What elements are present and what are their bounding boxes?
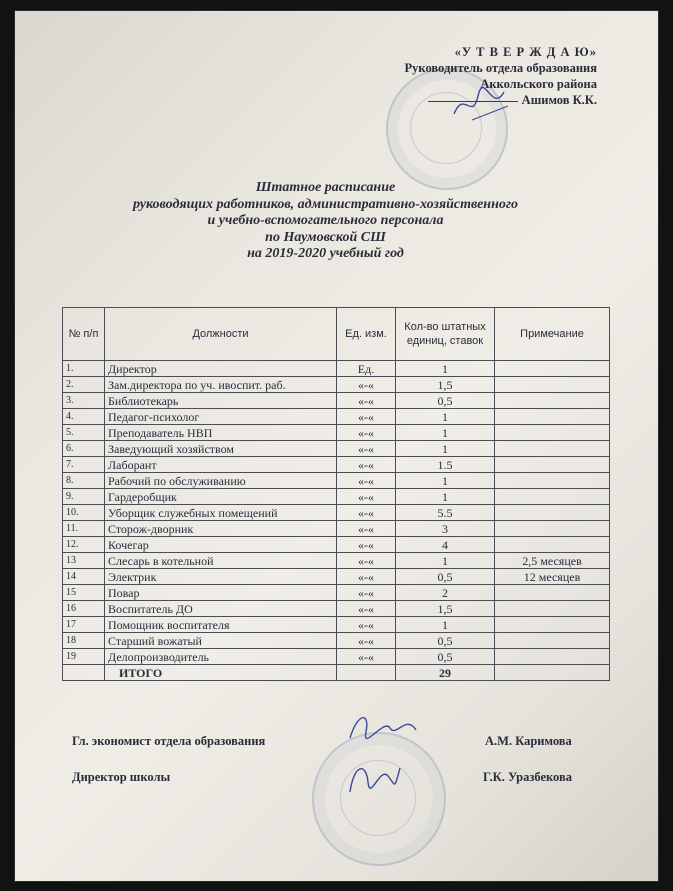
cell-qty: 1 bbox=[396, 409, 495, 425]
table-row bbox=[63, 617, 610, 633]
cell-qty: 1 bbox=[396, 441, 495, 457]
cell-num: 15 bbox=[63, 585, 105, 601]
table-row bbox=[63, 361, 610, 377]
cell-qty: 0,5 bbox=[396, 633, 495, 649]
economist-title: Гл. экономист отдела образования bbox=[72, 734, 266, 748]
cell-qty: 0,5 bbox=[396, 569, 495, 585]
cell-unit: «-« bbox=[337, 553, 396, 569]
table-row bbox=[63, 505, 610, 521]
title-line1: Штатное расписание bbox=[255, 180, 396, 195]
cell-position: Директор bbox=[105, 361, 337, 377]
table-row bbox=[63, 489, 610, 505]
cell-note: 2,5 месяцев bbox=[495, 553, 610, 569]
cell-unit: «-« bbox=[337, 537, 396, 553]
cell-position: Помощник воспитателя bbox=[105, 617, 337, 633]
cell-qty: 1 bbox=[396, 361, 495, 377]
cell-num: 17 bbox=[63, 617, 105, 633]
cell-qty: 1 bbox=[396, 617, 495, 633]
cell-position: Делопроизводитель bbox=[105, 649, 337, 665]
cell-qty: 1 bbox=[396, 473, 495, 489]
cell-note bbox=[495, 409, 610, 425]
total-note bbox=[495, 665, 610, 681]
cell-unit: «-« bbox=[337, 617, 396, 633]
cell-note bbox=[495, 601, 610, 617]
cell-num: 4. bbox=[63, 409, 105, 425]
cell-note bbox=[495, 425, 610, 441]
total-num bbox=[63, 665, 105, 681]
table-row bbox=[63, 457, 610, 473]
header-note: Примечание bbox=[495, 308, 610, 361]
director-school-signature bbox=[344, 754, 404, 799]
cell-position: Сторож-дворник bbox=[105, 521, 337, 537]
cell-qty: 0,5 bbox=[396, 649, 495, 665]
cell-num: 1. bbox=[63, 361, 105, 377]
cell-unit: «-« bbox=[337, 601, 396, 617]
cell-position: Электрик bbox=[105, 569, 337, 585]
school-stamp bbox=[312, 732, 446, 866]
cell-unit: «-« bbox=[337, 457, 396, 473]
table-row bbox=[63, 569, 610, 585]
staff-table bbox=[62, 307, 610, 681]
cell-position: Зам.директора по уч. ивоспит. раб. bbox=[105, 377, 337, 393]
cell-note bbox=[495, 649, 610, 665]
cell-qty: 1,5 bbox=[396, 601, 495, 617]
approval-block bbox=[405, 44, 597, 108]
signature-line bbox=[428, 101, 518, 102]
table-row bbox=[63, 537, 610, 553]
cell-qty: 1.5 bbox=[396, 457, 495, 473]
cell-unit: «-« bbox=[337, 489, 396, 505]
cell-unit: «-« bbox=[337, 585, 396, 601]
cell-qty: 2 bbox=[396, 585, 495, 601]
cell-position: Лаборант bbox=[105, 457, 337, 473]
cell-num: 14 bbox=[63, 569, 105, 585]
cell-num: 3. bbox=[63, 393, 105, 409]
cell-position: Преподаватель НВП bbox=[105, 425, 337, 441]
table-row bbox=[63, 393, 610, 409]
cell-unit: «-« bbox=[337, 441, 396, 457]
director-name: Г.К. Уразбекова bbox=[483, 770, 572, 784]
cell-qty: 0,5 bbox=[396, 393, 495, 409]
cell-unit: «-« bbox=[337, 569, 396, 585]
cell-note bbox=[495, 633, 610, 649]
cell-note: 12 месяцев bbox=[495, 569, 610, 585]
cell-num: 10. bbox=[63, 505, 105, 521]
cell-qty: 1 bbox=[396, 489, 495, 505]
cell-unit: «-« bbox=[337, 393, 396, 409]
cell-unit: «-« bbox=[337, 473, 396, 489]
cell-qty: 1 bbox=[396, 425, 495, 441]
table-row bbox=[63, 441, 610, 457]
cell-note bbox=[495, 377, 610, 393]
cell-num: 18 bbox=[63, 633, 105, 649]
cell-unit: «-« bbox=[337, 633, 396, 649]
cell-num: 11. bbox=[63, 521, 105, 537]
cell-position: Библиотекарь bbox=[105, 393, 337, 409]
cell-position: Педагог-психолог bbox=[105, 409, 337, 425]
cell-unit: Ед. bbox=[337, 361, 396, 377]
cell-position: Заведующий хозяйством bbox=[105, 441, 337, 457]
cell-position: Старший вожатый bbox=[105, 633, 337, 649]
cell-num: 2. bbox=[63, 377, 105, 393]
table-row bbox=[63, 553, 610, 569]
cell-num: 7. bbox=[63, 457, 105, 473]
table-row bbox=[63, 585, 610, 601]
cell-note bbox=[495, 361, 610, 377]
cell-position: Воспитатель ДО bbox=[105, 601, 337, 617]
approval-line2: Аккольского района bbox=[480, 77, 597, 91]
title-line4: по Наумовской СШ bbox=[265, 229, 386, 245]
document-title bbox=[14, 180, 659, 263]
cell-num: 8. bbox=[63, 473, 105, 489]
cell-note bbox=[495, 521, 610, 537]
total-row bbox=[63, 665, 610, 681]
cell-qty: 4 bbox=[396, 537, 495, 553]
cell-position: Уборщик служебных помещений bbox=[105, 505, 337, 521]
cell-num: 19 bbox=[63, 649, 105, 665]
cell-unit: «-« bbox=[337, 409, 396, 425]
cell-unit: «-« bbox=[337, 425, 396, 441]
total-label: ИТОГО bbox=[105, 665, 337, 681]
table-row bbox=[63, 633, 610, 649]
cell-note bbox=[495, 537, 610, 553]
table-row bbox=[63, 425, 610, 441]
header-num: № п/п bbox=[63, 308, 105, 361]
cell-position: Кочегар bbox=[105, 537, 337, 553]
cell-num: 5. bbox=[63, 425, 105, 441]
table-row bbox=[63, 521, 610, 537]
cell-position: Повар bbox=[105, 585, 337, 601]
cell-unit: «-« bbox=[337, 521, 396, 537]
table-row bbox=[63, 473, 610, 489]
cell-num: 16 bbox=[63, 601, 105, 617]
cell-qty: 1,5 bbox=[396, 377, 495, 393]
cell-unit: «-« bbox=[337, 505, 396, 521]
cell-num: 12. bbox=[63, 537, 105, 553]
cell-note bbox=[495, 473, 610, 489]
cell-unit: «-« bbox=[337, 377, 396, 393]
cell-note bbox=[495, 441, 610, 457]
cell-qty: 5.5 bbox=[396, 505, 495, 521]
title-line5: на 2019-2020 учебный год bbox=[247, 246, 404, 261]
approval-line1: Руководитель отдела образования bbox=[404, 61, 597, 75]
cell-position: Гардеробщик bbox=[105, 489, 337, 505]
title-line2: руководящих работников, административно-хозяйственного bbox=[132, 196, 519, 212]
table-header-row bbox=[63, 308, 610, 361]
document-page bbox=[14, 10, 659, 882]
total-value: 29 bbox=[396, 665, 495, 681]
header-position: Должности bbox=[105, 308, 337, 361]
economist-signature bbox=[344, 708, 424, 748]
header-unit: Ед. изм. bbox=[337, 308, 396, 361]
cell-note bbox=[495, 585, 610, 601]
cell-qty: 1 bbox=[396, 553, 495, 569]
economist-name: А.М. Каримова bbox=[485, 734, 572, 748]
cell-unit: «-« bbox=[337, 649, 396, 665]
header-qty: Кол-во штатных единиц, ставок bbox=[396, 308, 495, 361]
cell-position: Слесарь в котельной bbox=[105, 553, 337, 569]
cell-note bbox=[495, 457, 610, 473]
total-unit bbox=[337, 665, 396, 681]
table-row bbox=[63, 649, 610, 665]
cell-note bbox=[495, 505, 610, 521]
cell-qty: 3 bbox=[396, 521, 495, 537]
table-row bbox=[63, 377, 610, 393]
table-row bbox=[63, 409, 610, 425]
approval-heading: «У Т В Е Р Ж Д А Ю» bbox=[454, 45, 597, 59]
title-line3: и учебно-вспомогательного персонала bbox=[207, 213, 444, 228]
cell-note bbox=[495, 393, 610, 409]
cell-note bbox=[495, 489, 610, 505]
cell-position: Рабочий по обслуживанию bbox=[105, 473, 337, 489]
cell-note bbox=[495, 617, 610, 633]
table-row bbox=[63, 601, 610, 617]
approval-name: Ашимов К.К. bbox=[521, 93, 597, 107]
cell-num: 13 bbox=[63, 553, 105, 569]
cell-num: 9. bbox=[63, 489, 105, 505]
director-title: Директор школы bbox=[72, 770, 171, 784]
cell-num: 6. bbox=[63, 441, 105, 457]
